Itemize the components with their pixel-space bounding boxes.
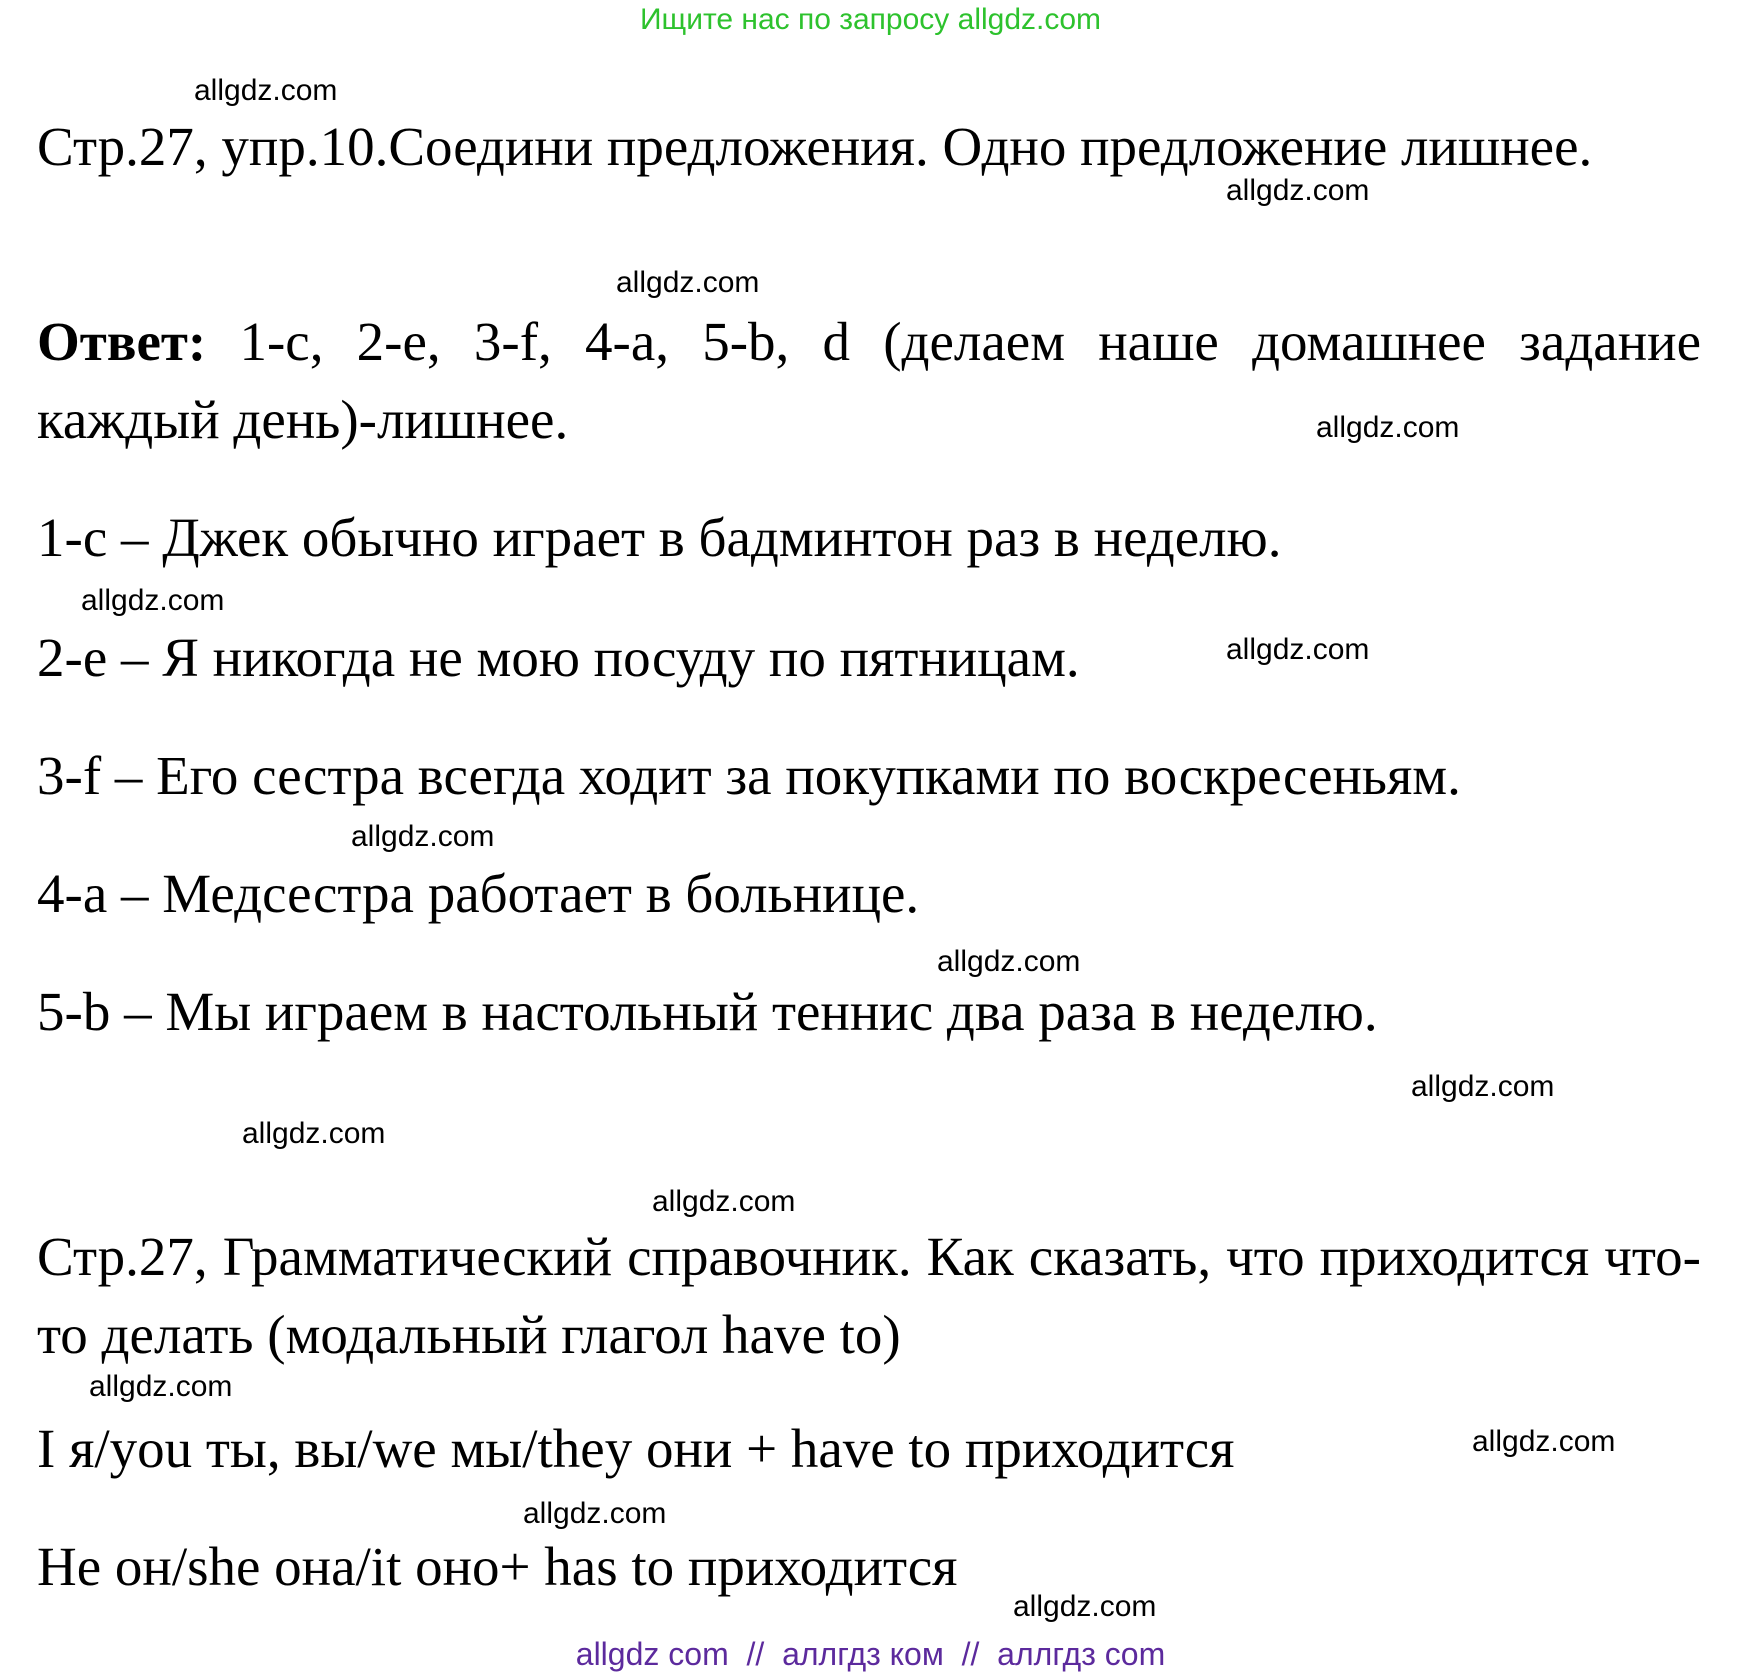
watermark: allgdz.com (81, 584, 225, 617)
watermark: allgdz.com (1226, 174, 1370, 207)
watermark: allgdz.com (194, 74, 338, 107)
grammar-heading (37, 1218, 1701, 1374)
search-banner: Ищите нас по запросу allgdz.com (639, 3, 1102, 36)
watermark: allgdz.com (1411, 1070, 1555, 1103)
answer-item-5: 5-b – Мы играем в настольный теннис два раза в неделю. (37, 981, 1378, 1042)
watermark: allgdz.com (616, 266, 760, 299)
watermark: allgdz.com (1013, 1590, 1157, 1623)
answer-item-2: 2-e – Я никогда не мою посуду по пятницам. (37, 627, 1080, 688)
grammar-line-1: I я/you ты, вы/we мы/they они + have to приходится (37, 1418, 1235, 1479)
answer-label: Ответ: (37, 311, 207, 372)
watermark: allgdz.com (242, 1117, 386, 1150)
answer-text: 1-c, 2-e, 3-f, 4-a, 5-b, d (делаем наше домашнее задание каждый день)-лишнее. (37, 311, 1701, 450)
footer-links: allgdz com // аллгдз ком // аллгдз com (575, 1636, 1166, 1672)
answer-item-3: 3-f – Его сестра всегда ходит за покупками по воскресеньям. (37, 745, 1461, 806)
watermark: allgdz.com (652, 1185, 796, 1218)
grammar-heading-text: Стр.27, Грамматический справочник. Как сказать, что приходится что-то делать (модальный глагол have to) (37, 1226, 1701, 1365)
watermark: allgdz.com (523, 1497, 667, 1530)
watermark: allgdz.com (1226, 633, 1370, 666)
grammar-line-2: He он/she она/it оно+ has to приходится (37, 1536, 958, 1597)
exercise-heading-text: Стр.27, упр.10.Соедини предложения. Одно предложение лишнее. (37, 116, 1593, 177)
watermark: allgdz.com (89, 1370, 233, 1403)
answer-item-4: 4-a – Медсестра работает в больнице. (37, 863, 920, 924)
watermark: allgdz.com (351, 820, 495, 853)
watermark: allgdz.com (937, 945, 1081, 978)
exercise-heading (37, 108, 1701, 186)
answer-item-1: 1-c – Джек обычно играет в бадминтон раз в неделю. (37, 507, 1282, 568)
watermark: allgdz.com (1316, 411, 1460, 444)
watermark: allgdz.com (1472, 1425, 1616, 1458)
